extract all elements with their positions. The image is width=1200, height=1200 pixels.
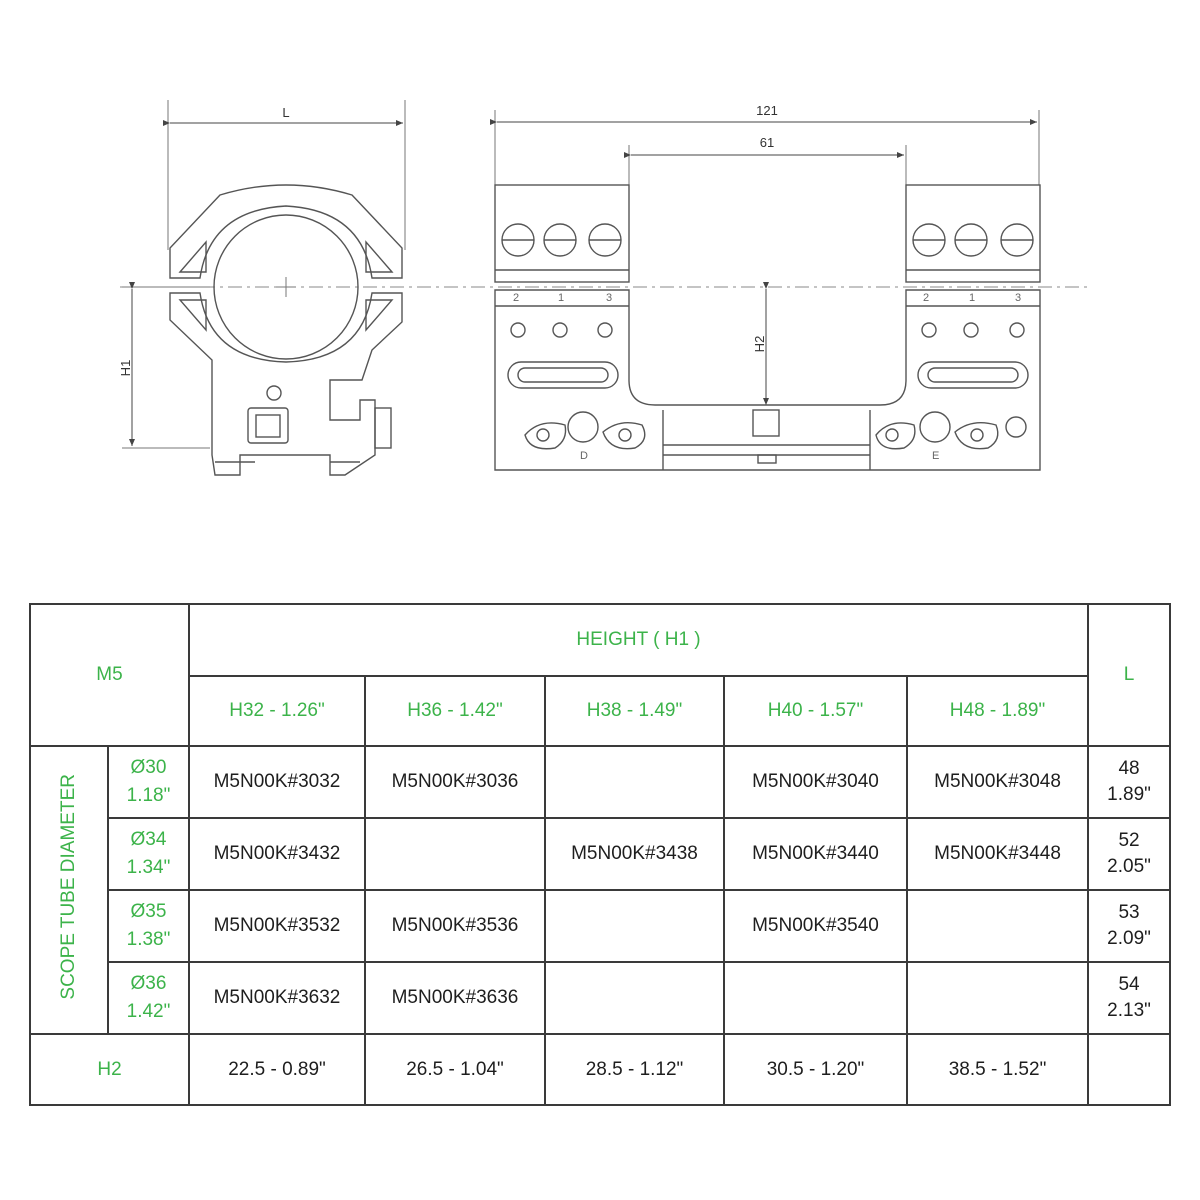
- dimension-61-label: 61: [759, 135, 775, 150]
- part-number: [545, 962, 724, 1034]
- height-col-header: H36 - 1.42": [365, 676, 545, 746]
- part-number: M5N00K#3036: [365, 746, 545, 818]
- screw-number: 1: [969, 292, 976, 304]
- length-in: 2.09": [1107, 928, 1151, 949]
- diameter-cell: [108, 746, 189, 818]
- part-number: M5N00K#3032: [189, 746, 365, 818]
- diameter-cell: [108, 962, 189, 1034]
- part-number: M5N00K#3532: [189, 890, 365, 962]
- technical-drawing: [0, 0, 1200, 560]
- h2-value: 22.5 - 0.89": [189, 1034, 365, 1105]
- h2-value: 26.5 - 1.04": [365, 1034, 545, 1105]
- part-number: M5N00K#3048: [907, 746, 1088, 818]
- part-number: M5N00K#3636: [365, 962, 545, 1034]
- side-view: [495, 110, 1040, 470]
- length-in: 2.05": [1107, 856, 1151, 877]
- length-mm: 53: [1118, 902, 1140, 923]
- table-row: [30, 962, 1170, 1034]
- model-cell: M5: [30, 604, 189, 746]
- length-mm: 52: [1118, 830, 1140, 851]
- diameter-cell: [108, 890, 189, 962]
- l-header: L: [1088, 604, 1170, 746]
- part-number: M5N00K#3438: [545, 818, 724, 890]
- part-number: [907, 962, 1088, 1034]
- part-number: [724, 962, 907, 1034]
- dimension-h1-label: H1: [118, 359, 133, 377]
- length-cell: [1088, 962, 1170, 1034]
- part-number: M5N00K#3540: [724, 890, 907, 962]
- length-cell: [1088, 818, 1170, 890]
- h2-value: 28.5 - 1.12": [545, 1034, 724, 1105]
- mark-e: E: [932, 450, 940, 462]
- h2-row: [30, 1034, 1170, 1105]
- dimension-h2-label: H2: [752, 335, 767, 353]
- length-mm: 54: [1118, 974, 1140, 995]
- height-col-header: H32 - 1.26": [189, 676, 365, 746]
- part-number: M5N00K#3448: [907, 818, 1088, 890]
- part-number: [545, 890, 724, 962]
- table-row: [30, 890, 1170, 962]
- part-number: M5N00K#3432: [189, 818, 365, 890]
- height-col-header: H38 - 1.49": [545, 676, 724, 746]
- diameter-in: 1.38": [126, 929, 171, 950]
- h2-value: 30.5 - 1.20": [724, 1034, 907, 1105]
- height-header: HEIGHT ( H1 ): [189, 604, 1088, 676]
- part-number: [545, 746, 724, 818]
- diameter-in: 1.42": [126, 1001, 171, 1022]
- length-cell: [1088, 890, 1170, 962]
- spec-table: [29, 603, 1171, 1106]
- table-row: [30, 818, 1170, 890]
- screw-number: 2: [513, 292, 520, 304]
- part-number: M5N00K#3632: [189, 962, 365, 1034]
- length-in: 1.89": [1107, 784, 1151, 805]
- part-number: M5N00K#3536: [365, 890, 545, 962]
- part-number: M5N00K#3040: [724, 746, 907, 818]
- dimension-l-label: L: [282, 105, 290, 120]
- screw-number: 2: [923, 292, 930, 304]
- table-row: [30, 746, 1170, 818]
- mark-d: D: [580, 450, 588, 462]
- part-number: [365, 818, 545, 890]
- length-in: 2.13": [1107, 1000, 1151, 1021]
- screw-number: 3: [1015, 292, 1022, 304]
- diameter-mm: Ø30: [130, 757, 167, 778]
- length-cell: [1088, 746, 1170, 818]
- diameter-cell: [108, 818, 189, 890]
- screw-number: 3: [606, 292, 613, 304]
- length-mm: 48: [1118, 758, 1140, 779]
- diameter-mm: Ø34: [130, 829, 167, 850]
- diameter-in: 1.34": [126, 857, 171, 878]
- height-col-header: H40 - 1.57": [724, 676, 907, 746]
- diameter-label-cell: [30, 746, 108, 1034]
- part-number: [907, 890, 1088, 962]
- part-number: M5N00K#3440: [724, 818, 907, 890]
- h2-label: H2: [30, 1034, 189, 1105]
- empty-cell: [1088, 1034, 1170, 1105]
- diameter-in: 1.18": [126, 785, 171, 806]
- diameter-label: SCOPE TUBE DIAMETER: [58, 774, 79, 1000]
- h2-value: 38.5 - 1.52": [907, 1034, 1088, 1105]
- dimension-121-label: 121: [756, 103, 778, 118]
- height-col-header: H48 - 1.89": [907, 676, 1088, 746]
- diameter-mm: Ø35: [130, 901, 167, 922]
- screw-number: 1: [558, 292, 565, 304]
- diameter-mm: Ø36: [130, 973, 167, 994]
